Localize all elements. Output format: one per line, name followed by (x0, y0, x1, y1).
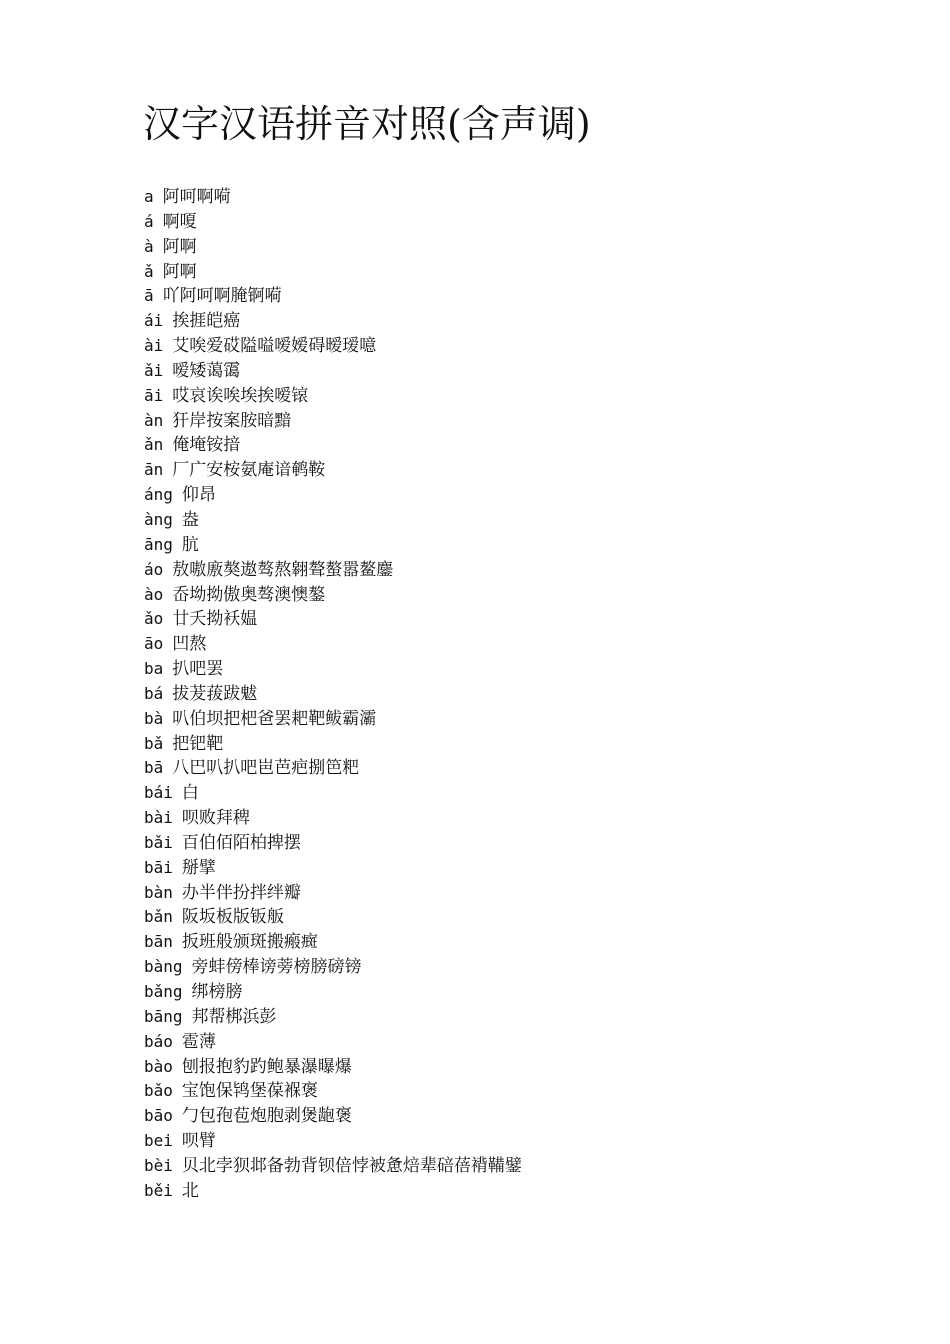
pinyin-entry (144, 260, 522, 285)
pinyin-syllable: bàn (144, 882, 173, 902)
pinyin-entry (144, 856, 522, 881)
pinyin-entry (144, 483, 522, 508)
hanzi-characters: 嗳矮蔼霭 (172, 360, 241, 381)
hanzi-characters: 岙坳拗傲奥骜澳懊鏊 (172, 584, 326, 605)
pinyin-entry (144, 334, 522, 359)
pinyin-syllable: bàng (144, 957, 183, 977)
pinyin-syllable: à (144, 236, 154, 256)
hanzi-characters: 邦帮梆浜彭 (191, 1006, 277, 1027)
hanzi-characters: 刨报抱豹趵鲍暴瀑曝爆 (181, 1056, 352, 1077)
hanzi-characters: 阿呵啊嗬 (162, 187, 231, 207)
hanzi-characters: 凹熬 (172, 634, 207, 655)
pinyin-syllable: bǎo (144, 1081, 173, 1101)
pinyin-syllable: bǎng (144, 982, 183, 1001)
pinyin-entry (144, 955, 522, 980)
pinyin-syllable: áo (144, 559, 164, 579)
hanzi-characters: 廿夭拗袄媪 (172, 609, 258, 630)
hanzi-characters: 贝北孛狈邶备勃背钡倍悖被惫焙辈碚蓓褙鞴鐾 (181, 1155, 522, 1176)
pinyin-entry (144, 409, 522, 434)
pinyin-entry (144, 1104, 522, 1129)
hanzi-characters: 把钯靶 (172, 733, 224, 754)
hanzi-characters: 八巴叭扒吧岜芭疤捌笆粑 (172, 758, 360, 779)
hanzi-characters: 旁蚌傍棒谤蒡榜膀磅镑 (191, 957, 362, 978)
pinyin-entry (144, 1129, 522, 1154)
pinyin-syllable: ǎn (144, 435, 164, 455)
hanzi-characters: 勹包孢苞炮胞剥煲龅褒 (181, 1106, 352, 1127)
hanzi-characters: 呗败拜稗 (181, 808, 250, 829)
pinyin-syllable: a (144, 187, 154, 206)
pinyin-entry (144, 1154, 522, 1179)
pinyin-entry (144, 508, 522, 533)
pinyin-syllable: āo (144, 634, 164, 654)
hanzi-characters: 俺埯铵揞 (172, 435, 241, 456)
hanzi-characters: 绑榜膀 (191, 982, 243, 1002)
pinyin-syllable: ài (144, 336, 164, 356)
pinyin-syllable: ān (144, 460, 164, 480)
pinyin-entry (144, 930, 522, 955)
hanzi-characters: 仰昂 (181, 485, 216, 506)
pinyin-syllable: báo (144, 1031, 173, 1051)
pinyin-syllable: bá (144, 683, 164, 703)
hanzi-characters: 阪坂板版钣舨 (181, 907, 284, 928)
pinyin-entry (144, 458, 522, 483)
pinyin-entry (144, 1055, 522, 1080)
pinyin-syllable: bà (144, 708, 164, 728)
pinyin-entry-list (144, 185, 522, 1204)
pinyin-entry (144, 980, 522, 1005)
pinyin-entry (144, 881, 522, 906)
pinyin-entry (144, 657, 522, 682)
pinyin-entry (144, 607, 522, 632)
pinyin-entry (144, 682, 522, 707)
pinyin-entry (144, 359, 522, 384)
hanzi-characters: 艾唉爱砹隘嗌嗳嫒碍暧瑷噫 (172, 336, 377, 357)
pinyin-syllable: ǎi (144, 360, 164, 380)
hanzi-characters: 阿啊 (162, 236, 197, 257)
hanzi-characters: 宝饱保鸨堡葆褓褒 (181, 1081, 318, 1102)
hanzi-characters: 盎 (181, 509, 199, 530)
hanzi-characters: 叭伯坝把杷爸罢耙靶鲅霸灞 (172, 708, 377, 729)
pinyin-syllable: bèi (144, 1155, 173, 1175)
pinyin-syllable: bā (144, 758, 164, 778)
hanzi-characters: 拔茇菝跋魃 (172, 683, 258, 704)
pinyin-entry (144, 558, 522, 583)
pinyin-entry (144, 309, 522, 334)
pinyin-entry (144, 533, 522, 558)
pinyin-syllable: bǎi (144, 832, 173, 852)
hanzi-characters: 犴岸按案胺暗黯 (172, 410, 292, 431)
hanzi-characters: 肮 (181, 534, 199, 555)
pinyin-syllable: ā (144, 286, 154, 306)
hanzi-characters: 挨捱皑癌 (172, 311, 241, 332)
hanzi-characters: 百伯佰陌柏捭摆 (181, 832, 301, 853)
pinyin-entry (144, 210, 522, 235)
pinyin-entry (144, 185, 522, 210)
hanzi-characters: 吖阿呵啊腌锕嗬 (162, 286, 282, 307)
pinyin-syllable: ǎo (144, 609, 164, 629)
pinyin-syllable: ào (144, 584, 164, 604)
pinyin-syllable: bāi (144, 857, 173, 877)
pinyin-entry (144, 433, 522, 458)
pinyin-syllable: bào (144, 1056, 173, 1076)
hanzi-characters: 厂广安桉氨庵谙鹌鞍 (172, 460, 326, 481)
pinyin-entry (144, 806, 522, 831)
pinyin-entry (144, 831, 522, 856)
hanzi-characters: 扳班般颁斑搬瘢癍 (181, 932, 318, 953)
pinyin-entry (144, 235, 522, 260)
hanzi-characters: 呗臂 (181, 1131, 216, 1152)
pinyin-syllable: bài (144, 808, 173, 828)
pinyin-syllable: bǎ (144, 733, 164, 753)
hanzi-characters: 哎哀诶唉埃挨嗳锿 (172, 385, 309, 406)
pinyin-syllable: ba (144, 659, 164, 679)
hanzi-characters: 北 (181, 1180, 199, 1201)
pinyin-syllable: bāo (144, 1106, 173, 1126)
document-title: 汉字汉语拼音对照(含声调) (143, 102, 591, 146)
pinyin-syllable: āi (144, 385, 164, 405)
pinyin-entry (144, 756, 522, 781)
pinyin-entry (144, 583, 522, 608)
pinyin-syllable: bān (144, 932, 173, 952)
pinyin-syllable: bái (144, 783, 173, 803)
pinyin-syllable: bǎn (144, 907, 173, 927)
hanzi-characters: 敖嗷廒獒遨骜熬翱聱螯嚣鳌鏖 (172, 559, 394, 580)
hanzi-characters: 白 (181, 783, 199, 804)
hanzi-characters: 阿啊 (162, 261, 197, 282)
pinyin-entry (144, 1179, 522, 1204)
pinyin-syllable: áng (144, 485, 173, 505)
hanzi-characters: 扒吧罢 (172, 659, 224, 680)
pinyin-syllable: āng (144, 534, 173, 554)
pinyin-entry (144, 384, 522, 409)
pinyin-entry (144, 1030, 522, 1055)
hanzi-characters: 雹薄 (181, 1031, 216, 1052)
pinyin-entry (144, 707, 522, 732)
pinyin-entry (144, 732, 522, 757)
pinyin-entry (144, 1005, 522, 1030)
pinyin-entry (144, 284, 522, 309)
pinyin-syllable: bāng (144, 1006, 183, 1026)
hanzi-characters: 掰擘 (181, 857, 216, 878)
pinyin-syllable: běi (144, 1180, 173, 1200)
hanzi-characters: 办半伴扮拌绊瓣 (181, 882, 301, 903)
pinyin-syllable: àng (144, 509, 173, 529)
pinyin-syllable: ǎ (144, 261, 154, 281)
pinyin-syllable: ái (144, 311, 164, 331)
pinyin-entry (144, 781, 522, 806)
pinyin-syllable: àn (144, 410, 164, 430)
pinyin-syllable: bei (144, 1131, 173, 1151)
pinyin-entry (144, 905, 522, 930)
pinyin-syllable: á (144, 211, 154, 231)
pinyin-entry (144, 1079, 522, 1104)
hanzi-characters: 啊嗄 (162, 211, 197, 232)
pinyin-entry (144, 632, 522, 657)
